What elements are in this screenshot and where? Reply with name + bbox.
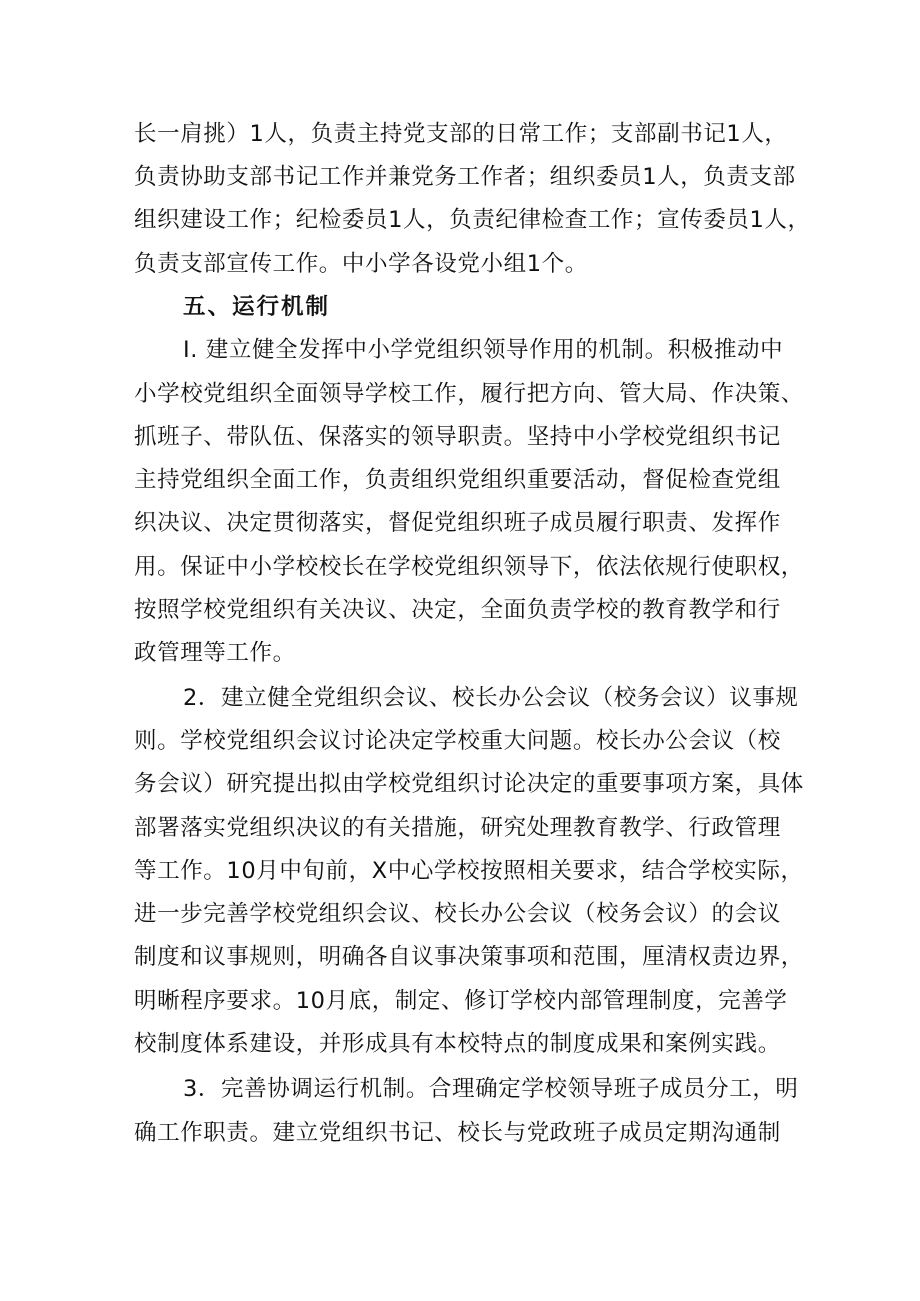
- text-line: 务会议）研究提出拟由学校党组织讨论决定的重要事项方案，具体: [134, 771, 804, 797]
- text-line: 小学校党组织全面领导学校工作，履行把方向、管大局、作决策、: [134, 381, 804, 407]
- text-line: 政管理等工作。: [134, 640, 296, 666]
- text-line: 负责支部宣传工作。中小学各设党小组1个。: [134, 251, 588, 277]
- text-line: 制度和议事规则，明确各自议事决策事项和范围，厘清权责边界，: [134, 944, 804, 970]
- text-line: 进一步完善学校党组织会议、校长办公会议（校务会议）的会议: [134, 901, 781, 927]
- text-line: 组织建设工作；纪检委员1人，负责纪律检查工作；宣传委员1人，: [134, 207, 811, 233]
- text-line: 织决议、决定贯彻落实，督促党组织班子成员履行职责、发挥作: [134, 510, 781, 536]
- text-line: 主持党组织全面工作，负责组织党组织重要活动，督促检查党组: [134, 467, 781, 493]
- text-line: 用。保证中小学校校长在学校党组织领导下，依法依规行使职权，: [134, 554, 804, 580]
- text-line: 校制度体系建设，并形成具有本校特点的制度成果和案例实践。: [134, 1031, 781, 1057]
- text-line: 2．建立健全党组织会议、校长办公会议（校务会议）议事规: [183, 685, 799, 711]
- text-line: 明晰程序要求。10月底，制定、修订学校内部管理制度，完善学: [134, 988, 788, 1014]
- text-line: I. 建立健全发挥中小学党组织领导作用的机制。积极推动中: [183, 337, 784, 363]
- text-line: 长一肩挑）1人，负责主持党支部的日常工作；支部副书记1人，: [134, 121, 788, 147]
- text-line: 确工作职责。建立党组织书记、校长与党政班子成员定期沟通制: [134, 1120, 781, 1146]
- text-line: 部署落实党组织决议的有关措施，研究处理教育教学、行政管理: [134, 815, 781, 841]
- text-line: 按照学校党组织有关决议、决定，全面负责学校的教育教学和行: [134, 597, 781, 623]
- text-line: 负责协助支部书记工作并兼党务工作者；组织委员1人，负责支部: [134, 164, 796, 190]
- text-line: 抓班子、带队伍、保落实的领导职责。坚持中小学校党组织书记: [134, 424, 781, 450]
- text-line: 等工作。10月中旬前，X中心学校按照相关要求，结合学校实际，: [134, 858, 804, 884]
- section-heading: 五、运行机制: [183, 294, 331, 320]
- text-line: 则。学校党组织会议讨论决定学校重大问题。校长办公会议（校: [134, 728, 781, 754]
- text-line: 3．完善协调运行机制。合理确定学校领导班子成员分工，明: [183, 1076, 799, 1102]
